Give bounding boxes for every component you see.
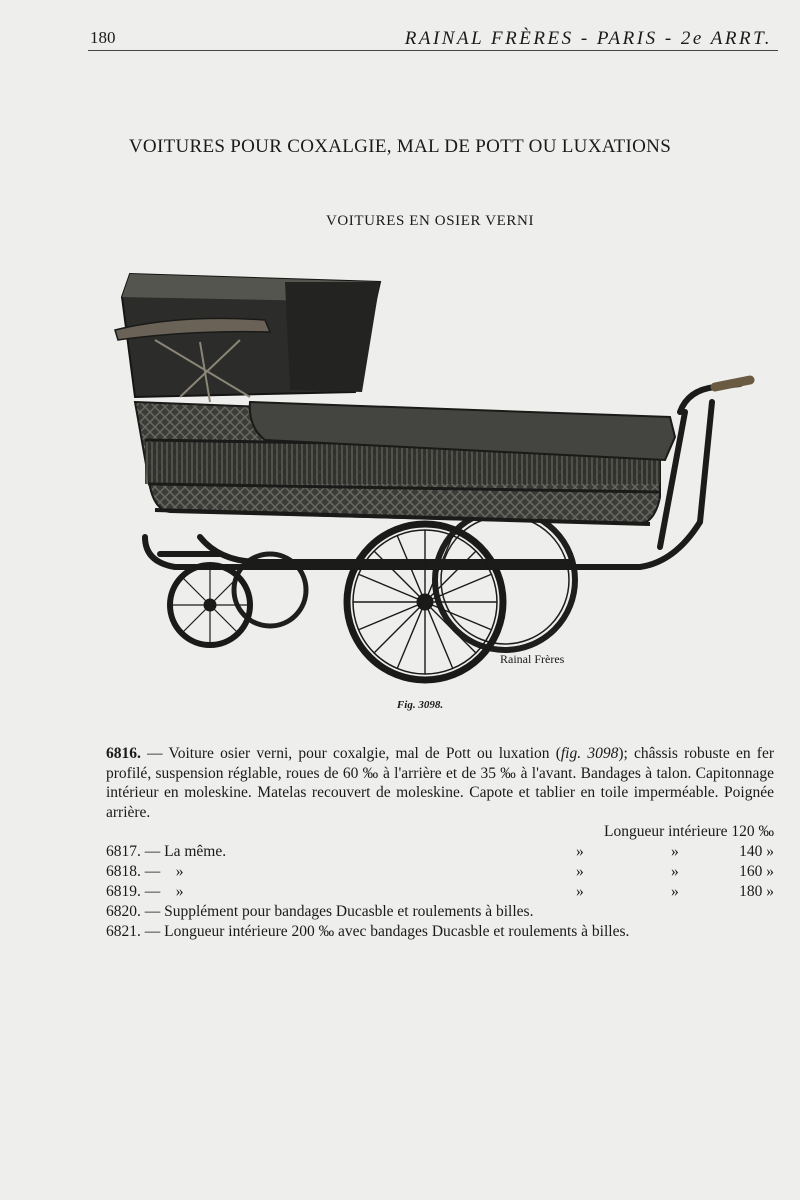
entry-6816	[106, 744, 774, 822]
carriage-hood	[115, 274, 380, 402]
running-title: RAINAL FRÈRES - PARIS - 2e ARRT.	[404, 28, 772, 49]
row-ditto-1: »	[576, 842, 584, 860]
running-header	[88, 26, 778, 51]
rear-handle	[715, 380, 750, 387]
figure-credit: Rainal Frères	[500, 652, 565, 666]
wicker-carriage-illustration	[100, 262, 770, 692]
entry-row	[106, 862, 774, 882]
entry-6821: 6821. — Longueur intérieure 200 ‰ avec bandages Ducasble et roulements à billes.	[106, 922, 630, 940]
row-length: 140 »	[739, 842, 774, 860]
front-wheel	[170, 565, 250, 645]
page-number: 180	[90, 28, 116, 47]
row-ditto-1: »	[576, 882, 584, 900]
entry-6816-length: Longueur intérieure 120 ‰	[603, 823, 774, 840]
row-ditto-2: »	[671, 862, 679, 880]
rear-wheel	[347, 524, 503, 680]
figure-caption: Fig. 3098.	[396, 699, 444, 711]
entry-text-cont: ); châssis robuste en fer profilé, suspension réglable, roues de 60 ‰ à l'arrière et de 35 ‰ à l'avant. Bandages à talon. Capitonnage intérieur en moleskine. Matelas recouvert de moleskine. Capote et tablier en toile imperméable. Poignée arrière.	[106, 745, 774, 821]
entry-row	[106, 842, 774, 862]
entry-number: 6816.	[106, 745, 141, 762]
row-length: 180 »	[739, 882, 774, 900]
bleed-through-text	[330, 80, 334, 97]
row-label: 6818. — »	[106, 862, 184, 880]
row-length: 160 »	[739, 862, 774, 880]
row-ditto-1: »	[576, 862, 584, 880]
entry-text: Voiture osier verni, pour coxalgie, mal de Pott ou luxation (	[168, 745, 561, 762]
entry-6820: 6820. — Supplément pour bandages Ducasble et roulements à billes.	[106, 902, 534, 920]
catalog-entries	[106, 744, 774, 942]
entry-row	[106, 882, 774, 902]
entry-dash: —	[140, 745, 169, 762]
row-ditto-2: »	[671, 842, 679, 860]
subsection-title: VOITURES EN OSIER VERNI	[325, 213, 535, 229]
figure-reference: fig. 3098	[560, 745, 619, 762]
figure-3098	[100, 262, 770, 692]
row-ditto-2: »	[671, 882, 679, 900]
row-label: 6817. — La même.	[106, 842, 227, 860]
row-label: 6819. — »	[106, 882, 184, 900]
section-title: VOITURES POUR COXALGIE, MAL DE POTT OU LUXATIONS	[128, 136, 672, 157]
